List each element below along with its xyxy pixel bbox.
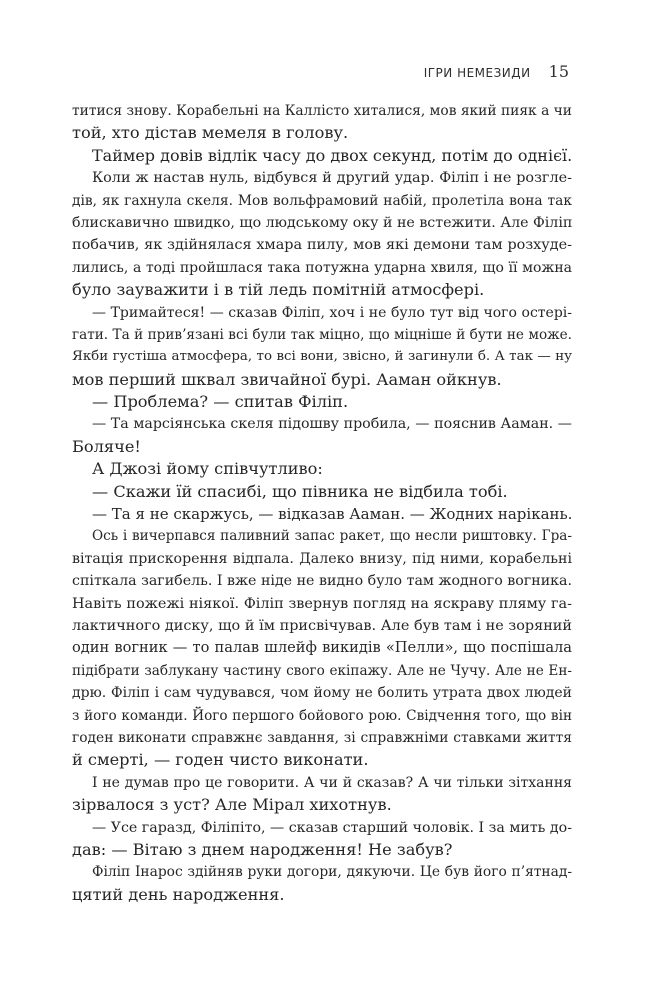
text-line: — Тримайтеся! — сказав Філіп, хоч і не було тут від чого остері- — [92, 304, 572, 321]
text-line: годен виконати справжнє завдання, зі справжніми ставками життя — [72, 729, 572, 746]
text-line: той, хто дістав мемеля в голову. — [72, 123, 349, 143]
page-number: 15 — [548, 62, 569, 81]
text-line: — Та я не скаржусь, — відказав Ааман. — Жодних нарікань. — [92, 505, 573, 524]
text-line: — Проблема? — спитав Філіп. — [92, 392, 349, 412]
text-line: лактичного диску, що й їм присвічував. Але був там і не зоряний — [72, 617, 572, 634]
text-line: — Усе гаразд, Філіпіто, — сказав старший чоловік. І за мить до- — [92, 819, 572, 836]
text-line: Навіть пожежі ніякої. Філіп звернув погляд на яскраву пляму га- — [72, 595, 572, 612]
text-line: з його команди. Його першого бойового рою. Свідчення того, що він — [72, 707, 572, 724]
text-line: підібрати заблукану частину свого екіпажу. Але не Чучу. Але не Ен- — [72, 662, 572, 679]
text-line: Коли ж настав нуль, відбувся й другий удар. Філіп і не розгле- — [92, 170, 572, 187]
text-line: було зауважити і в тій ледь помітній атмосфері. — [72, 280, 485, 300]
text-line: лились, а тоді пройшлася така потужна ударна хвиля, що її можна — [72, 259, 572, 276]
text-line: Боляче! — [72, 436, 141, 456]
text-line: дрю. Філіп і сам чудувався, чом йому не болить утрата двох людей — [72, 685, 572, 702]
text-line: дав: — Вітаю з днем народження! Не забув? — [72, 839, 453, 859]
body-text — [72, 100, 572, 906]
text-line: спіткала загибель. І вже ніде не видно було там жодного вогника. — [72, 573, 572, 590]
running-header — [424, 62, 569, 86]
text-line: Якби густіша атмосфера, то всі вони, звісно, й загинули б. А так — ну — [72, 349, 572, 365]
text-line: дів, як гахнула скеля. Мов вольфрамовий набій, пролетіла вона так — [72, 192, 572, 209]
text-line: — Та марсіянська скеля підошву пробила, — пояснив Ааман. — — [92, 416, 572, 433]
text-line: Філіп Інарос здійняв руки догори, дякуючи. Це був його п’ятнад- — [92, 864, 572, 881]
text-line: один вогник — то палав шлейф викидів «Пелли», що поспішала — [72, 639, 572, 657]
text-line: титися знову. Корабельні на Каллісто хиталися, мов який пияк а чи — [72, 103, 572, 119]
text-line: І не думав про це говорити. А чи й сказав? А чи тільки зітхання — [92, 774, 572, 791]
text-line: Таймер довів відлік часу до двох секунд, потім до однієї. — [92, 145, 573, 165]
text-line: вітація прискорення відпала. Далеко внизу, під ними, корабельні — [72, 550, 572, 567]
text-line: мов перший шквал звичайної бурі. Ааман ойкнув. — [72, 369, 502, 389]
text-line: Ось і вичерпався паливний запас ракет, що несли риштовку. Гра- — [92, 528, 572, 545]
text-line: цятий день народження. — [72, 884, 285, 904]
text-line: гати. Та й прив’язані всі були так міцно, що міцніше й бути не може. — [72, 326, 572, 343]
running-title: ІГРИ НЕМЕЗИДИ — [423, 66, 531, 80]
text-line: зірвалося з уст? Але Мірал хихотнув. — [72, 795, 392, 815]
text-line: й смерті, — годен чисто виконати. — [72, 750, 369, 770]
text-line: — Скажи їй спасибі, що півника не відбила тобі. — [92, 481, 508, 501]
text-line: блискавично швидко, що людському оку й не встежити. Але Філіп — [72, 214, 573, 231]
text-line: А Джозі йому співчутливо: — [92, 459, 323, 479]
text-line: побачив, як здійнялася хмара пилу, мов які демони там розхуде- — [72, 237, 572, 254]
